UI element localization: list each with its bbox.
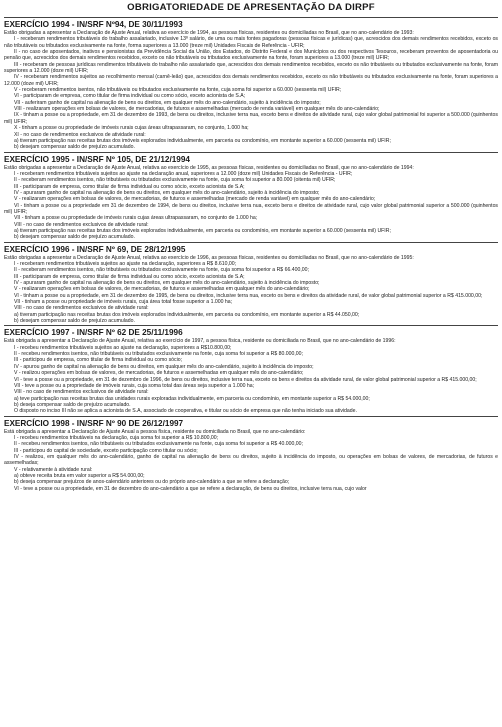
section-heading: EXERCÍCIO 1995 - IN/SRF Nº 105, DE 21/12/1994 [4,154,190,164]
section-item-paragraph: V - realizaram operações em bolsas de valores, de mercadorias, de futuros e assemelhadas em qualquer mês do ano-calendário; [14,286,310,293]
section-item-paragraph: VIII - no caso de rendimentos exclusivos de atividade rural: [14,305,149,312]
section-exercicio-4 [4,325,498,415]
section-item-paragraph: III - participaram de empresa, como titular de firma individual ou como sócio, exceto acionista de S.A; [14,183,245,190]
section-item-paragraph: a) tiveram participação nas receitas brutas dos imóveis explorados individualmente, em parceria ou condomínio, em montante superior a 60.000 (sessenta mil) UFIR; [14,137,391,144]
section-item-paragraph: O disposto no inciso III não se aplica a acionista de S.A, associado de cooperativa, e titular ou sócio de empresa que não tenha iniciado sua atividade. [14,408,357,415]
section-item-paragraph: III - participou de empresa, como titular de firma individual ou como sócio; [14,357,183,364]
section-item-paragraph: I - receberam rendimentos tributáveis sujeitos ao ajuste na declaração, superiores a R$ 8.610,00; [14,261,237,267]
section-item-paragraph: IV - receberam rendimentos sujeitos ao recolhimento mensal (carnê-leão) que, acrescidos dos demais rendimentos recebidos, exceto os não tributáveis ou tributados exclusivamente na fonte, foram superiores a 12.000 (doze mil) UFIR; [4,74,498,87]
section-item-paragraph: II - receberam rendimentos isentos, não tributáveis ou tributados exclusivamente na fonte, cuja soma foi superior a 80.000 (oitenta mil) UFIR; [14,177,336,184]
section-item-paragraph: V - realizou operações em bolsas de valores, de mercadorias, de futuros e assemelhadas em qualquer mês do ano-calendário; [14,370,304,377]
section-item-paragraph: VI - participaram de empresa, como titular de firma individual ou como sócio, exceto acionista de S.A; [14,93,246,100]
sections-container [4,17,498,493]
section-item-paragraph: III - participou do capital de sociedade, exceto participação como titular ou sócio; [14,447,198,454]
section-item-paragraph: VIII - no caso de rendimentos exclusivos de atividade rural: [14,389,149,396]
section-item-paragraph: VI - tinham a posse ou a propriedade em 31 de dezembro de 1994, de bens ou direitos, inclusive terra nua, exceto bens e direitos de atividade rural, cujo valor global patrimonial superior a 500.000 (quinhentos mil) UFIR; [4,202,498,215]
section-item-paragraph: VII - teve a posse ou a propriedade de imóveis rurais, cuja soma total das áreas seja superior a 1.000 ha; [14,382,255,389]
section-exercicio-5 [4,416,498,493]
section-heading: EXERCÍCIO 1998 - IN/SRF Nº 90 DE 26/12/1997 [4,418,184,428]
section-item-paragraph: I - recebeu rendimentos tributáveis na declaração, cuja soma foi superior a R$ 10.800,00; [14,434,219,441]
section-item-paragraph: III - receberam de pessoas jurídicas rendimentos tributáveis do trabalho não assalariado que, acrescidos dos demais rendimentos recebidos, exceto os não tributáveis ou tributados exclusivamente na fonte, foram superiores a 12.000 (doze mil) UFIR; [4,61,498,75]
section-item-paragraph: b) deseja compensar saldo de prejuízo acumulado. [14,401,131,408]
section-item-paragraph: b) desejam compensar saldo de prejuízo acumulado. [14,234,135,241]
section-item-paragraph: X - tinham a posse ou propriedade de imóveis rurais cujas áreas ultrapassaram, no conjunto, 1.000 ha; [14,125,249,132]
section-exercicio-2 [4,152,498,242]
section-item-paragraph: V - realizaram operações em bolsas de valores, de mercadorias, de futuros e assemelhadas (mercado de renda variável) em qualquer mês do ano-calendário; [14,196,376,203]
section-item-paragraph: V - relativamente à atividade rural: [14,466,93,473]
section-heading: EXERCÍCIO 1996 - IN/SRF Nº 69, DE 28/12/1995 [4,244,186,254]
section-item-paragraph: III - participaram de empresa, como titular de firma individual ou como sócio, exceto acionista de S.A; [14,273,245,280]
section-item-paragraph: XI - no caso de rendimentos exclusivos de atividade rural: [14,131,146,138]
section-heading: EXERCÍCIO 1997 - IN/SRF Nº 62 DE 25/11/1996 [4,328,183,338]
document-title: OBRIGATORIEDADE DE APRESENTAÇÃO DA DIRPF [127,2,375,13]
section-item-paragraph: b) desejam compensar saldo de prejuízo acumulado. [14,144,135,151]
section-item-paragraph: I - recebeu rendimentos tributáveis sujeitos ao ajuste na declaração, superiores a R$10.800,00; [14,344,232,351]
section-item-paragraph: b) deseja compensar prejuízos de anos-calendário anteriores ou do próprio ano-calendário a que se refere a declaração; [14,479,290,486]
section-item-paragraph: b) desejam compensar saldo de prejuízo acumulado. [14,318,135,325]
section-item-paragraph: IV - realizou, em qualquer mês do ano-calendário, ganho de capital na alienação de bens ou direitos, sujeito à incidência do imposto, ou operações em bolsas de valores, de mercadorias, de futuros e assemelhadas; [4,453,498,467]
section-intro-paragraph: Estão obrigadas a apresentar a Declaração de Ajuste Anual, relativa ao exercício de 1995, as pessoas físicas, residentes ou domiciliadas no Brasil, que no ano-calendário de 1994: [4,164,414,171]
section-item-paragraph: VI - teve a posse ou a propriedade, em 31 de dezembro de 1996, de bens ou direitos, inclusive terra nua, exceto os bens e direitos da atividade rural, de valor global patrimonial superior a R$ 415.000,00; [14,376,477,383]
section-intro-paragraph: Estão obrigadas a apresentar a Declaração de Ajuste Anual, relativa ao exercício de 1994, as pessoas físicas, residentes ou domiciliadas no Brasil, que no ano-calendário de 1993: [4,30,414,36]
section-item-paragraph: IV - apuraram ganho de capital na alienação de bens ou direitos, em qualquer mês do ano-calendário, sujeito à incidência do imposto; [14,280,320,287]
section-item-paragraph: a) teve participação nas receitas brutas das unidades rurais exploradas individualmente, em parceria ou condomínio, em montante superior a R$ 54.000,00; [14,395,370,402]
section-intro-paragraph: Estão obrigadas a apresentar a Declaração de Ajuste Anual, relativa ao exercício de 1996, as pessoas físicas, residentes ou domiciliadas no Brasil, que no ano-calendário de 1995: [4,254,414,261]
section-heading: EXERCÍCIO 1994 - IN/SRF Nº94, DE 30/11/1993 [4,20,183,29]
section-item-paragraph: a) tiveram participação nas receitas brutas dos imóveis explorados individualmente, em parceria ou condomínio, em montante superior a R$ 44.050,00; [14,311,360,318]
section-item-paragraph: VI - tinham a posse ou a propriedade, em 31 de dezembro de 1995, de bens ou direitos, inclusive terra nua, exceto os bens e direitos da atividade rural, de valor global patrimonial superior a R$ 415.000,00; [14,292,483,299]
section-intro-paragraph: Está obrigada a apresentar a Declaração de Ajuste Anual a pessoa física, residente ou domiciliada no Brasil, que no ano-calendário: [4,428,306,435]
section-intro-paragraph: Está obrigada a apresentar a Declaração de Ajuste Anual, relativa ao exercício de 1997, a pessoa física, residente ou domiciliada no Brasil, que no ano-calendário de 1996: [4,338,396,345]
section-item-paragraph: VII - tinham a posse ou propriedade de imóveis rurais, cuja área total fosse superior a 1.000 ha; [14,299,233,306]
section-item-paragraph: a) tiveram participação nas receitas brutas dos imóveis explorados individualmente, em parceria ou condomínio, em montante superior a 60.000 (sessenta mil) UFIR; [14,227,391,234]
section-item-paragraph: VIII - no caso de rendimentos exclusivos de atividade rural: [14,221,149,228]
section-item-paragraph: I - receberam rendimentos tributáveis sujeitos ao ajuste na declaração anual, superiores a 12.000 (doze mil) Unidades Fiscais de Referência - UFIR; [14,170,353,177]
section-exercicio-1 [4,17,498,152]
section-item-paragraph: a) obteve receita bruta em valor superior a R$ 54.000,00; [14,472,145,479]
section-item-paragraph: IV - apuraram ganho de capital na alienação de bens ou direitos, em qualquer mês do ano-calendário, sujeito à incidência do imposto; [14,189,320,196]
section-exercicio-3 [4,242,498,326]
section-item-paragraph: I - receberam rendimentos tributáveis do trabalho assalariado, inclusive 13º salário, de uma ou mais fontes pagadoras (pessoas físicas e jurídicas) que, acrescidos dos demais rendimentos recebidos, exceto os não tributáveis ou tributados exclusivamente na fonte, forma superiores a 13.000 (treze mil) Unidades Fiscais de Referência - UFIR; [4,36,498,49]
section-item-paragraph: VII - auferiram ganho de capital na alienação de bens ou direitos, em qualquer mês do ano-calendário, sujeito à incidência do imposto; [14,99,321,106]
section-item-paragraph: VII - tinham a posse ou propriedade de imóveis rurais cujas áreas ultrapassaram, no conjunto de 1.000 ha; [14,215,258,222]
section-item-paragraph: IX - tinham a posse ou a propriedade, em 31 de dezembro de 1993, de bens ou direitos, inclusive terra nua, exceto bens e direitos de atividade rural, cujo valor global patrimonial foi superior a 500.000 (quinhentos mil) UFIR; [4,112,498,125]
section-item-paragraph: V - receberam rendimentos isentos, não tributáveis ou tributados exclusivamente na fonte, cuja soma foi superior a 60.000 (sessenta mil) UFIR; [14,87,342,94]
section-item-paragraph: II - recebeu rendimentos isentos, não tributáveis ou tributados exclusivamente na fonte, cuja soma foi superior a R$ 80.000,00; [14,351,303,358]
section-item-paragraph: II - no caso de aposentados, inativos e pensionistas da Previdência Social da União, dos Estados, do Distrito Federal e dos Municípios ou dos respectivos Tesouros, receberam proventos de aposentadoria ou pensão que, acrescidos dos demais rendimentos recebidos, exceto os não tributáveis ou tributados exclusivamente na fonte, foram superiores a 13.000 (treze mil) UFIR; [4,49,498,62]
document-page [4,2,498,725]
section-item-paragraph: VI - teve a posse ou a propriedade, em 31 de dezembro do ano-calendário a que se refere a declaração, de bens ou direitos, inclusive terra nua, cujo valor [14,485,367,492]
section-item-paragraph: II - recebeu rendimentos isentos, não tributáveis ou tributados exclusivamente na fonte, cuja soma foi superior a R$ 40.000,00; [14,441,303,448]
section-item-paragraph: VIII - realizaram operações em bolsas de valores, de mercadorias, de futuros e assemelhadas (mercado de renda variável) em qualquer mês do ano-calendário; [14,106,380,113]
section-item-paragraph: IV - apurou ganho de capital na alienação de bens ou direitos, em qualquer mês do ano-calendário, sujeito à incidência do imposto; [14,363,314,370]
section-item-paragraph: II - receberam rendimentos isentos, não tributáveis ou tributados exclusivamente na fonte, cuja soma foi superior a R$ 66.400,00; [14,267,309,274]
